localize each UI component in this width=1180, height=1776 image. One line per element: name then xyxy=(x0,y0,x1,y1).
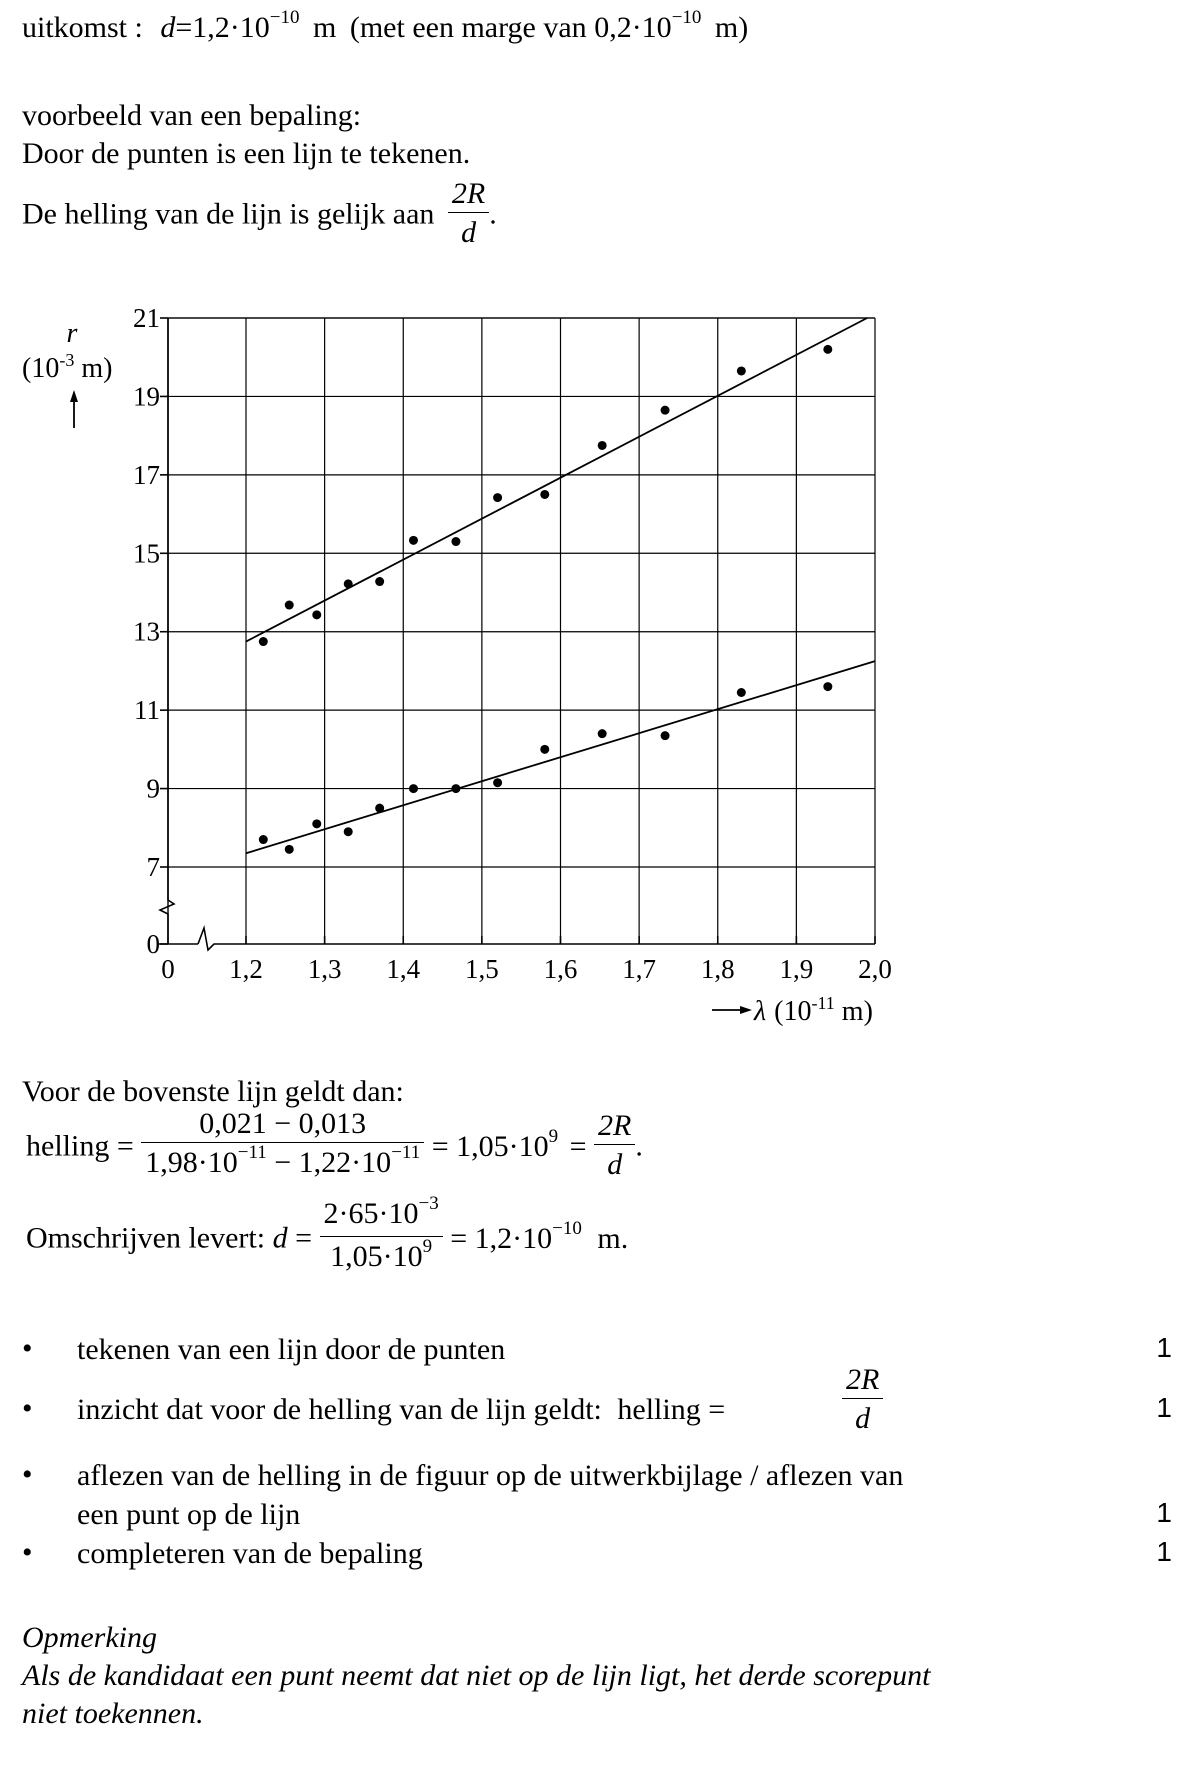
criterion-2-fraction xyxy=(842,1362,883,1439)
omschrijven-numerator: $2\cdot 65\cdot 10^{-3}$ xyxy=(323,1193,439,1230)
y-tick-label: 13 xyxy=(133,616,160,647)
remark-line-1: Als de kandidaat een punt neemt dat niet op de lijn ligt, het derde scorepunt xyxy=(22,1659,931,1692)
intro-line-1: voorbeeld van een bepaling: xyxy=(22,99,362,132)
criterion-text: inzicht dat voor de helling van de lijn geldt: helling = xyxy=(77,1393,726,1426)
data-point xyxy=(598,729,607,738)
intro-period: . xyxy=(489,197,497,231)
omschrijven-eq: = xyxy=(295,1221,313,1255)
result-unit: m xyxy=(313,11,337,44)
y-tick-label: 17 xyxy=(133,459,160,490)
y-axis-var: r xyxy=(66,318,78,349)
chart-grid xyxy=(168,318,875,944)
result-prefix: uitkomst : xyxy=(22,11,143,44)
criterion-text: completeren van de bepaling xyxy=(77,1537,423,1570)
data-point xyxy=(375,577,384,586)
helling-2r-fraction xyxy=(594,1108,635,1185)
y-axis-arrow-icon xyxy=(70,390,78,428)
omschrijven-result: = $1,2\cdot 10^{-10}$ xyxy=(450,1217,582,1255)
margin-exponent: −10 xyxy=(671,7,702,28)
y-tick-label-zero: 0 xyxy=(146,929,160,959)
x-tick-label: 1,6 xyxy=(543,954,578,984)
data-point xyxy=(737,688,746,697)
data-point xyxy=(375,804,384,813)
data-point xyxy=(493,493,502,502)
x-axis-arrow-icon xyxy=(712,1006,752,1014)
criterion-2-den: d xyxy=(842,1398,883,1439)
intro-line-3 xyxy=(22,176,497,253)
helling-fraction xyxy=(141,1106,424,1187)
intro-fraction xyxy=(448,176,489,253)
y-tick-label: 9 xyxy=(146,773,160,804)
bullet-icon: • xyxy=(22,1392,33,1425)
data-point xyxy=(409,784,418,793)
helling-numerator: 0,021 − 0,013 xyxy=(199,1107,367,1140)
data-point xyxy=(540,490,549,499)
x-tick-label: 2,0 xyxy=(858,954,892,984)
x-axis-text: λ ($10^{-11}$ m) xyxy=(754,993,873,1027)
criterion-2-num: 2R xyxy=(846,1363,880,1396)
criterion-text-2: een punt op de lijn xyxy=(77,1498,301,1531)
data-point xyxy=(259,835,268,844)
helling-eq-sign: = xyxy=(569,1129,587,1163)
y-tick-label: 11 xyxy=(134,695,160,726)
x-tick-label: 1,5 xyxy=(465,954,499,984)
x-tick-label: 1,9 xyxy=(779,954,814,984)
data-point xyxy=(451,784,460,793)
y-tick-label: 7 xyxy=(146,852,160,882)
result-line xyxy=(22,7,749,50)
margin-value: 0,2·10 xyxy=(594,11,672,44)
criterion-score: 1 xyxy=(1156,1392,1172,1423)
chart-tick-labels xyxy=(133,303,892,984)
data-point xyxy=(312,610,321,619)
data-point xyxy=(285,601,294,610)
omschrijven-denominator: $1,05\cdot 10^9$ xyxy=(320,1236,443,1281)
intro-line-2: Door de punten is een lijn te tekenen. xyxy=(22,137,471,170)
y-tick-label: 21 xyxy=(133,303,160,333)
x-tick-label: 1,3 xyxy=(307,954,342,984)
data-point xyxy=(598,441,607,450)
omschrijven-label: Omschrijven levert: xyxy=(26,1221,266,1255)
helling-period: . xyxy=(635,1129,643,1163)
data-point xyxy=(737,366,746,375)
omschrijven-d: d xyxy=(272,1221,288,1255)
data-point xyxy=(344,579,353,588)
bullet-icon: • xyxy=(22,1458,33,1491)
omschrijven-equation xyxy=(26,1193,629,1281)
margin-text: (met een marge van xyxy=(349,11,587,44)
intro-line-3-text: De helling van de lijn is gelijk aan xyxy=(22,197,435,231)
x-tick-label: 1,7 xyxy=(622,954,656,984)
chart-axes xyxy=(158,318,875,950)
fraction-denominator: d xyxy=(448,212,489,253)
criterion-score: 1 xyxy=(1156,1536,1172,1567)
margin-unit: m) xyxy=(714,11,749,44)
data-point xyxy=(661,406,670,415)
x-axis-break xyxy=(198,928,875,950)
data-point xyxy=(312,819,321,828)
bullet-icon: • xyxy=(22,1332,33,1365)
data-point xyxy=(259,637,268,646)
result-value: =1,2·10 xyxy=(175,11,270,44)
helling-label: helling = xyxy=(26,1129,134,1163)
data-point xyxy=(493,778,502,787)
d-variable: d xyxy=(160,11,176,44)
y-axis-label xyxy=(22,318,112,428)
y-tick-label: 19 xyxy=(133,381,160,412)
helling-2r-den: d xyxy=(594,1144,635,1185)
data-point xyxy=(344,827,353,836)
chart-points xyxy=(259,345,833,854)
fraction-numerator: 2R xyxy=(451,177,486,210)
data-point xyxy=(823,682,832,691)
criterion-text: tekenen van een lijn door de punten xyxy=(77,1333,506,1366)
helling-2r-num: 2R xyxy=(598,1109,632,1142)
y-tick-label: 15 xyxy=(133,538,160,569)
helling-result: = $1,05\cdot 10^9$ xyxy=(431,1125,559,1163)
result-exponent: −10 xyxy=(269,7,300,28)
data-point xyxy=(661,731,670,740)
helling-equation xyxy=(26,1106,643,1187)
remark-line-2: niet toekennen. xyxy=(22,1697,204,1730)
x-tick-label: 1,4 xyxy=(386,954,421,984)
data-point xyxy=(451,537,460,546)
fit-line xyxy=(246,318,867,642)
data-point xyxy=(285,845,294,854)
scatter-chart xyxy=(0,290,1180,1030)
data-point xyxy=(409,536,418,545)
omschrijven-fraction xyxy=(320,1193,443,1281)
remark-title: Opmerking xyxy=(22,1621,157,1654)
criterion-score: 1 xyxy=(1156,1497,1172,1528)
criterion-text: aflezen van de helling in de figuur op de uitwerkbijlage / aflezen van xyxy=(77,1459,904,1492)
calc-intro: Voor de bovenste lijn geldt dan: xyxy=(22,1075,404,1108)
data-point xyxy=(823,345,832,354)
x-tick-label-zero: 0 xyxy=(161,954,175,984)
x-axis-label xyxy=(712,993,873,1027)
omschrijven-unit: m. xyxy=(597,1221,629,1255)
bullet-icon: • xyxy=(22,1536,33,1569)
x-tick-label: 1,8 xyxy=(700,954,735,984)
y-axis-unit: ($10^{-3}$ m) xyxy=(22,350,113,384)
data-point xyxy=(540,745,549,754)
x-tick-label: 1,2 xyxy=(229,954,263,984)
criterion-score: 1 xyxy=(1156,1332,1172,1363)
helling-denominator: $1,98\cdot 10^{-11} - 1,22\cdot 10^{-11}$ xyxy=(141,1142,424,1187)
